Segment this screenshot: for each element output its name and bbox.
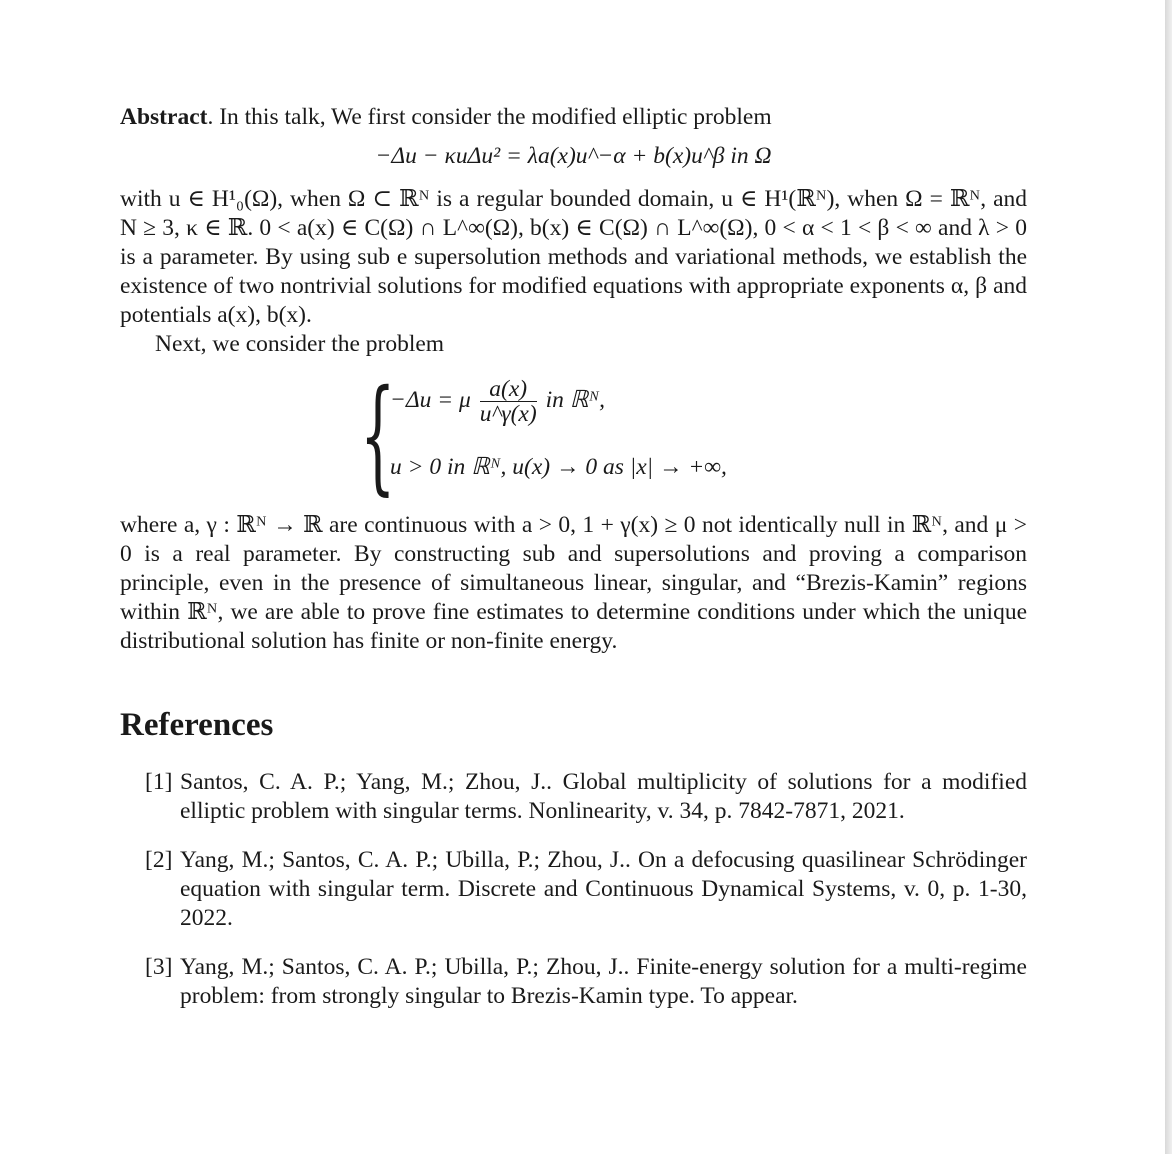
references-heading: References [120,707,274,743]
reference-number: [2] [145,847,173,873]
reference-text: Yang, M.; Santos, C. A. P.; Ubilla, P.; Zhou, J.. On a defocusing quasilinear Schrödinger equation with singular term. Discrete and Continuous Dynamical Systems, v. 0, p. 1-30, 2022. [180,847,1027,931]
reference-item [145,768,1027,826]
system-fraction [480,377,537,426]
abstract-intro [120,103,1027,132]
equation-system [360,364,1027,508]
reference-number: [3] [145,954,173,980]
paper-content [120,103,1027,1031]
reference-text: Yang, M.; Santos, C. A. P.; Ubilla, P.; Zhou, J.. Finite-energy solution for a multi-regime problem: from strongly singular to Brezis-Kamin type. To appear. [180,954,1027,1009]
reference-item [145,846,1027,933]
reference-number: [1] [145,769,173,795]
system-line-1-right: in ℝᴺ, [545,386,606,413]
reference-item [145,953,1027,1011]
page-edge-shadow [1165,0,1172,1154]
fraction-denominator: u^γ(x) [479,401,537,427]
abstract-intro-text: . In this talk, We first consider the modified elliptic problem [207,104,772,130]
abstract-label: Abstract [120,104,208,130]
system-line-1-left: −Δu = μ [390,386,471,413]
system-line-1 [390,377,605,426]
fraction-numerator: a(x) [480,377,537,402]
abstract-paragraph-1: with u ∈ H¹₀(Ω), when Ω ⊂ ℝᴺ is a regular bounded domain, u ∈ H¹(ℝᴺ), when Ω = ℝᴺ, and N ≥ 3, κ ∈ ℝ. 0 < a(x) ∈ C(Ω) ∩ L^∞(Ω), b(x) ∈ C(Ω) ∩ L^∞(Ω), 0 < α < 1 < β < ∞ and λ > 0 is a parameter. By using sub e supersolution methods and variational methods, we establish the existence of two nontrivial solutions for modified equations with appropriate exponents α, β and potentials a(x), b(x). [120,186,1027,328]
system-line-2: u > 0 in ℝᴺ, u(x) → 0 as |x| → +∞, [390,454,727,480]
equation-modified-elliptic: −Δu − κuΔu² = λa(x)u^−α + b(x)u^β in Ω [375,143,772,169]
reference-text: Santos, C. A. P.; Yang, M.; Zhou, J.. Global multiplicity of solutions for a modified elliptic problem with singular terms. Nonlinearity, v. 34, p. 7842-7871, 2021. [180,769,1027,824]
abstract-paragraph-2: Next, we consider the problem [155,331,445,357]
left-brace: { [360,364,396,508]
abstract-paragraph-3: where a, γ : ℝᴺ → ℝ are continuous with a > 0, 1 + γ(x) ≥ 0 not identically null in ℝᴺ, and μ > 0 is a real parameter. By constructing sub and supersolutions and proving a comparison principle, even in the presence of simultaneous linear, singular, and “Brezis-Kamin” regions within ℝᴺ, we are able to prove fine estimates to determine conditions under which the unique distributional solution has finite or non-finite energy. [120,512,1027,654]
